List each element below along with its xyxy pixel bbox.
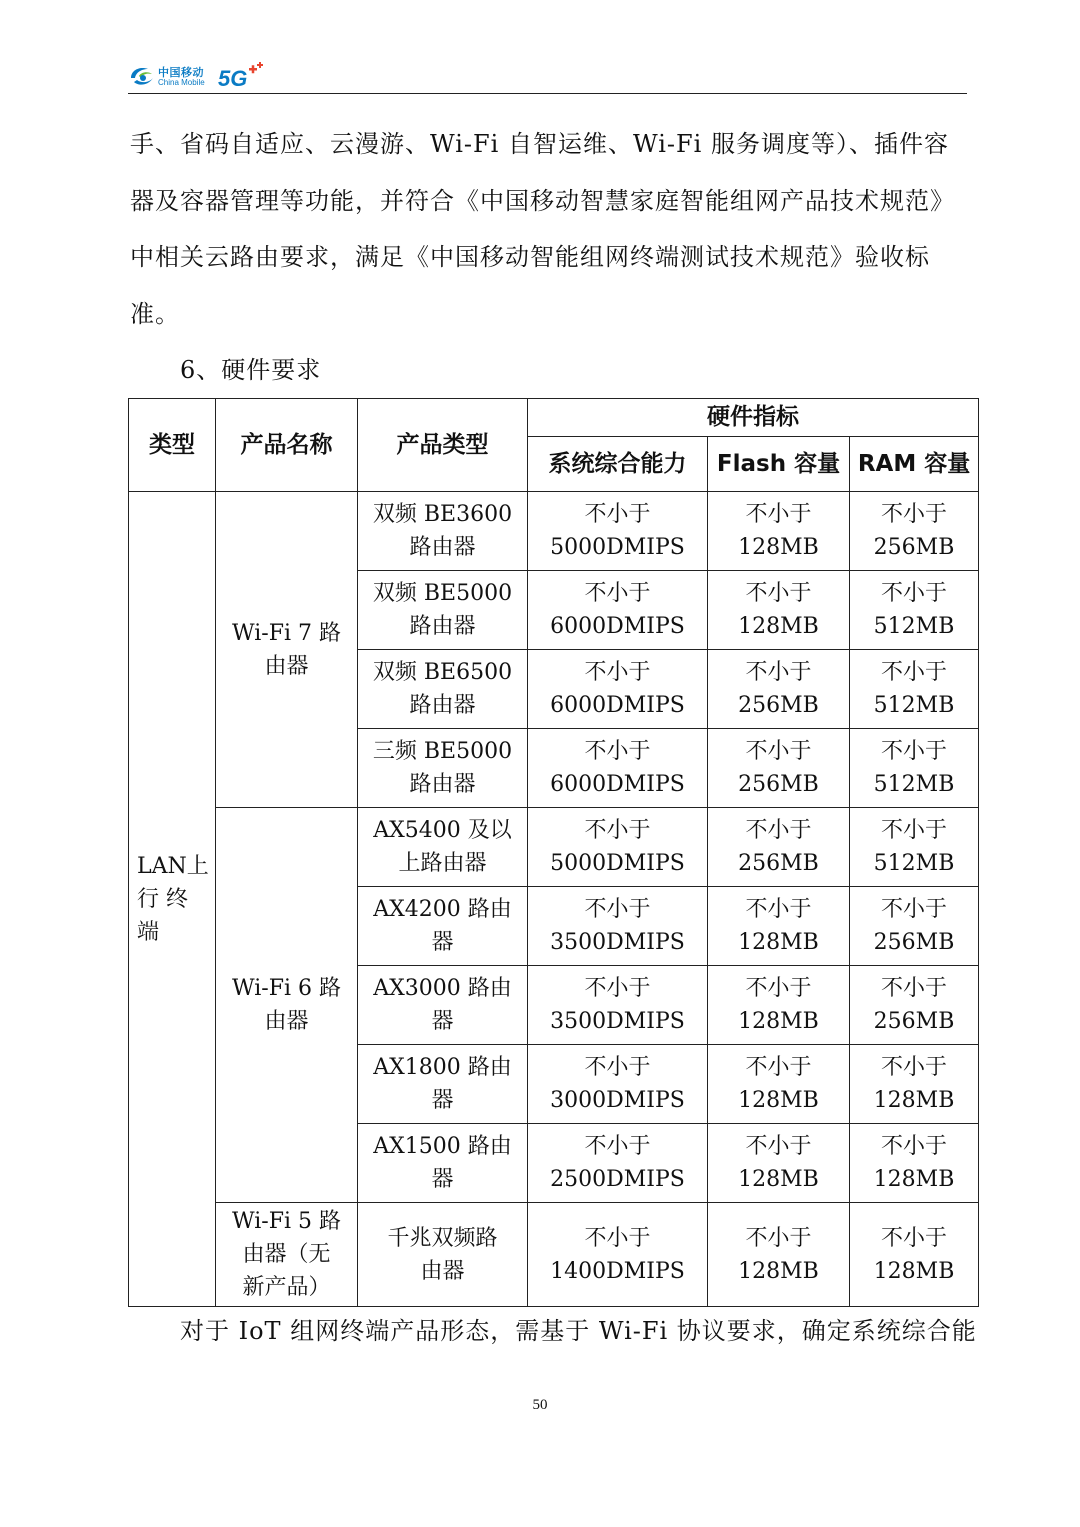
cell-line: 128MB — [738, 1167, 819, 1192]
header-divider — [128, 93, 967, 94]
flash-cell — [708, 729, 850, 808]
cell-line: Wi-Fi 6 路 — [232, 976, 341, 1001]
cell-line: 器 — [431, 930, 454, 955]
cell-line: 不小于 — [584, 976, 651, 1001]
cell-line: 512MB — [873, 772, 955, 797]
closing-paragraph: 对于 IoT 组网终端产品形态，需基于 Wi-Fi 协议要求，确定系统综合能 — [180, 1317, 977, 1345]
product-type-cell — [358, 1124, 528, 1203]
product-type-cell — [358, 492, 528, 571]
cell-line: 由器 — [264, 1009, 309, 1034]
cell-line: 128MB — [738, 1088, 819, 1113]
category-line: 端 — [137, 919, 160, 945]
flash-cell — [708, 650, 850, 729]
cell-line: 路由器 — [409, 693, 476, 718]
cell-line: 不小于 — [881, 976, 948, 1001]
cell-line: 6000DMIPS — [550, 614, 685, 639]
cell-line: 不小于 — [745, 502, 812, 527]
5g-plus-icon — [249, 62, 263, 73]
product-type-cell — [358, 1045, 528, 1124]
product-type-cell — [358, 966, 528, 1045]
cell-line: 6000DMIPS — [550, 772, 685, 797]
ram-cell — [850, 1203, 979, 1307]
cell-line: 不小于 — [881, 502, 948, 527]
header-flash: Flash 容量 — [708, 437, 850, 492]
cell-line: 由器（无 — [242, 1242, 331, 1267]
cell-line: 128MB — [873, 1167, 955, 1192]
cell-line: AX3000 路由 — [373, 976, 512, 1001]
cell-line: 由器 — [264, 653, 309, 679]
intro-paragraph — [130, 116, 980, 342]
china-mobile-logo — [128, 60, 268, 96]
cell-line: 器 — [431, 1167, 454, 1192]
cell-line: 512MB — [873, 851, 955, 876]
cell-line: 3500DMIPS — [550, 930, 685, 955]
ram-cell — [850, 729, 979, 808]
cell-line: 不小于 — [584, 897, 651, 922]
intro-line: 准。 — [130, 299, 180, 328]
flash-cell — [708, 492, 850, 571]
cell-line: 器 — [431, 1088, 454, 1113]
ram-cell — [850, 650, 979, 729]
cell-line: 不小于 — [584, 660, 651, 685]
cell-line: 不小于 — [881, 818, 948, 843]
ram-cell — [850, 1124, 979, 1203]
perf-cell — [528, 808, 708, 887]
cell-line: 不小于 — [881, 581, 948, 606]
cell-line: 5000DMIPS — [550, 851, 685, 876]
logo-en-text: China Mobile — [158, 78, 205, 87]
ram-cell — [850, 887, 979, 966]
cell-line: 不小于 — [584, 739, 651, 764]
table-row — [129, 492, 979, 571]
product-name-cell — [216, 808, 358, 1203]
perf-cell — [528, 1124, 708, 1203]
cell-line: AX4200 路由 — [373, 897, 512, 922]
cell-line: 不小于 — [584, 1134, 651, 1159]
5g-logo — [216, 62, 266, 92]
section-title: 6、硬件要求 — [180, 356, 322, 384]
product-type-cell — [358, 808, 528, 887]
ram-cell — [850, 966, 979, 1045]
ram-cell — [850, 571, 979, 650]
cell-line: 128MB — [873, 1088, 955, 1113]
cell-line: 不小于 — [881, 1055, 948, 1080]
cell-line: 不小于 — [745, 897, 812, 922]
cell-line: 双频 BE6500 — [372, 660, 513, 685]
cell-line: 128MB — [738, 535, 819, 560]
cell-line: 不小于 — [584, 1225, 651, 1251]
flash-cell — [708, 966, 850, 1045]
cell-line: 256MB — [873, 535, 955, 560]
cell-line: 三频 BE5000 — [372, 739, 513, 764]
product-type-cell — [358, 887, 528, 966]
product-name-cell — [216, 492, 358, 808]
cell-line: 128MB — [738, 1258, 819, 1284]
logo-cn-text: 中国移动 — [158, 66, 204, 79]
cell-line: AX1500 路由 — [373, 1134, 512, 1159]
header-type: 类型 — [129, 399, 216, 492]
cell-line: 由器 — [420, 1258, 465, 1284]
category-line: LAN上 — [137, 853, 209, 879]
product-type-cell — [358, 729, 528, 808]
cell-line: 256MB — [738, 693, 819, 718]
header-product-type: 产品类型 — [358, 399, 528, 492]
category-line: 行 终 — [137, 886, 188, 912]
flash-cell — [708, 1045, 850, 1124]
category-cell — [129, 492, 216, 1307]
cell-line: 不小于 — [584, 581, 651, 606]
cell-line: 128MB — [738, 1009, 819, 1034]
cell-line: AX5400 及以 — [373, 818, 512, 843]
cell-line: 128MB — [738, 614, 819, 639]
cell-line: 不小于 — [584, 502, 651, 527]
cell-line: 256MB — [873, 1009, 955, 1034]
ram-cell — [850, 1045, 979, 1124]
cell-line: 256MB — [738, 851, 819, 876]
product-type-cell — [358, 650, 528, 729]
cell-line: 不小于 — [745, 739, 812, 764]
cell-line: 256MB — [873, 930, 955, 955]
product-type-cell — [358, 571, 528, 650]
cell-line: 128MB — [738, 930, 819, 955]
cell-line: 3000DMIPS — [550, 1088, 685, 1113]
intro-line: 手、省码自适应、云漫游、Wi-Fi 自智运维、Wi-Fi 服务调度等）、插件容 — [130, 130, 949, 158]
page-header — [0, 0, 1080, 100]
5g-logo-text: 5G — [218, 66, 248, 91]
flash-cell — [708, 1203, 850, 1307]
cell-line: 新产品） — [242, 1275, 331, 1300]
cell-line: 1400DMIPS — [550, 1258, 685, 1284]
header-perf: 系统综合能力 — [528, 437, 708, 492]
table-row — [129, 1203, 979, 1307]
cell-line: Wi-Fi 7 路 — [232, 620, 341, 646]
intro-line: 中相关云路由要求，满足《中国移动智能组网终端测试技术规范》验收标 — [130, 243, 930, 271]
page-number: 50 — [532, 1397, 548, 1413]
cell-line: 上路由器 — [398, 851, 487, 876]
perf-cell — [528, 492, 708, 571]
cell-line: 不小于 — [745, 1055, 812, 1080]
cell-line: 3500DMIPS — [550, 1009, 685, 1034]
flash-cell — [708, 808, 850, 887]
flash-cell — [708, 1124, 850, 1203]
cell-line: 不小于 — [584, 1055, 651, 1080]
flash-cell — [708, 887, 850, 966]
perf-cell — [528, 887, 708, 966]
intro-line: 器及容器管理等功能，并符合《中国移动智慧家庭智能组网产品技术规范》 — [130, 186, 955, 215]
cell-line: 不小于 — [881, 1225, 948, 1251]
cell-line: 不小于 — [881, 1134, 948, 1159]
perf-cell — [528, 1203, 708, 1307]
cell-line: 不小于 — [745, 818, 812, 843]
cell-line: 路由器 — [409, 772, 476, 797]
cell-line: 路由器 — [409, 535, 476, 560]
cell-line: 2500DMIPS — [550, 1167, 685, 1192]
cell-line: 不小于 — [745, 976, 812, 1001]
header-ram: RAM 容量 — [850, 437, 979, 492]
china-mobile-logo-icon — [128, 62, 156, 90]
cell-line: 不小于 — [745, 1134, 812, 1159]
cell-line: 512MB — [873, 614, 955, 639]
perf-cell — [528, 571, 708, 650]
header-hw-group: 硬件指标 — [528, 399, 979, 437]
perf-cell — [528, 1045, 708, 1124]
perf-cell — [528, 966, 708, 1045]
cell-line: 5000DMIPS — [550, 535, 685, 560]
cell-line: 不小于 — [745, 581, 812, 606]
cell-line: 不小于 — [584, 818, 651, 843]
header-product-name: 产品名称 — [216, 399, 358, 492]
product-name-cell — [216, 1203, 358, 1307]
cell-line: 不小于 — [881, 660, 948, 685]
cell-line: 路由器 — [409, 614, 476, 639]
perf-cell — [528, 729, 708, 808]
cell-line: Wi-Fi 5 路 — [232, 1209, 341, 1234]
cell-line: 6000DMIPS — [550, 693, 685, 718]
cell-line: 不小于 — [881, 739, 948, 764]
cell-line: 256MB — [738, 772, 819, 797]
cell-line: 不小于 — [881, 897, 948, 922]
cell-line: 双频 BE3600 — [372, 502, 513, 527]
cell-line: AX1800 路由 — [373, 1055, 512, 1080]
cell-line: 不小于 — [745, 660, 812, 685]
cell-line: 双频 BE5000 — [372, 581, 513, 606]
product-type-cell — [358, 1203, 528, 1307]
cell-line: 器 — [431, 1009, 454, 1034]
table-row — [129, 808, 979, 887]
cell-line: 512MB — [873, 693, 955, 718]
flash-cell — [708, 571, 850, 650]
ram-cell — [850, 808, 979, 887]
perf-cell — [528, 650, 708, 729]
ram-cell — [850, 492, 979, 571]
cell-line: 128MB — [873, 1258, 955, 1284]
cell-line: 不小于 — [745, 1225, 812, 1251]
hardware-requirements-table — [128, 398, 979, 1307]
cell-line: 千兆双频路 — [387, 1225, 498, 1251]
